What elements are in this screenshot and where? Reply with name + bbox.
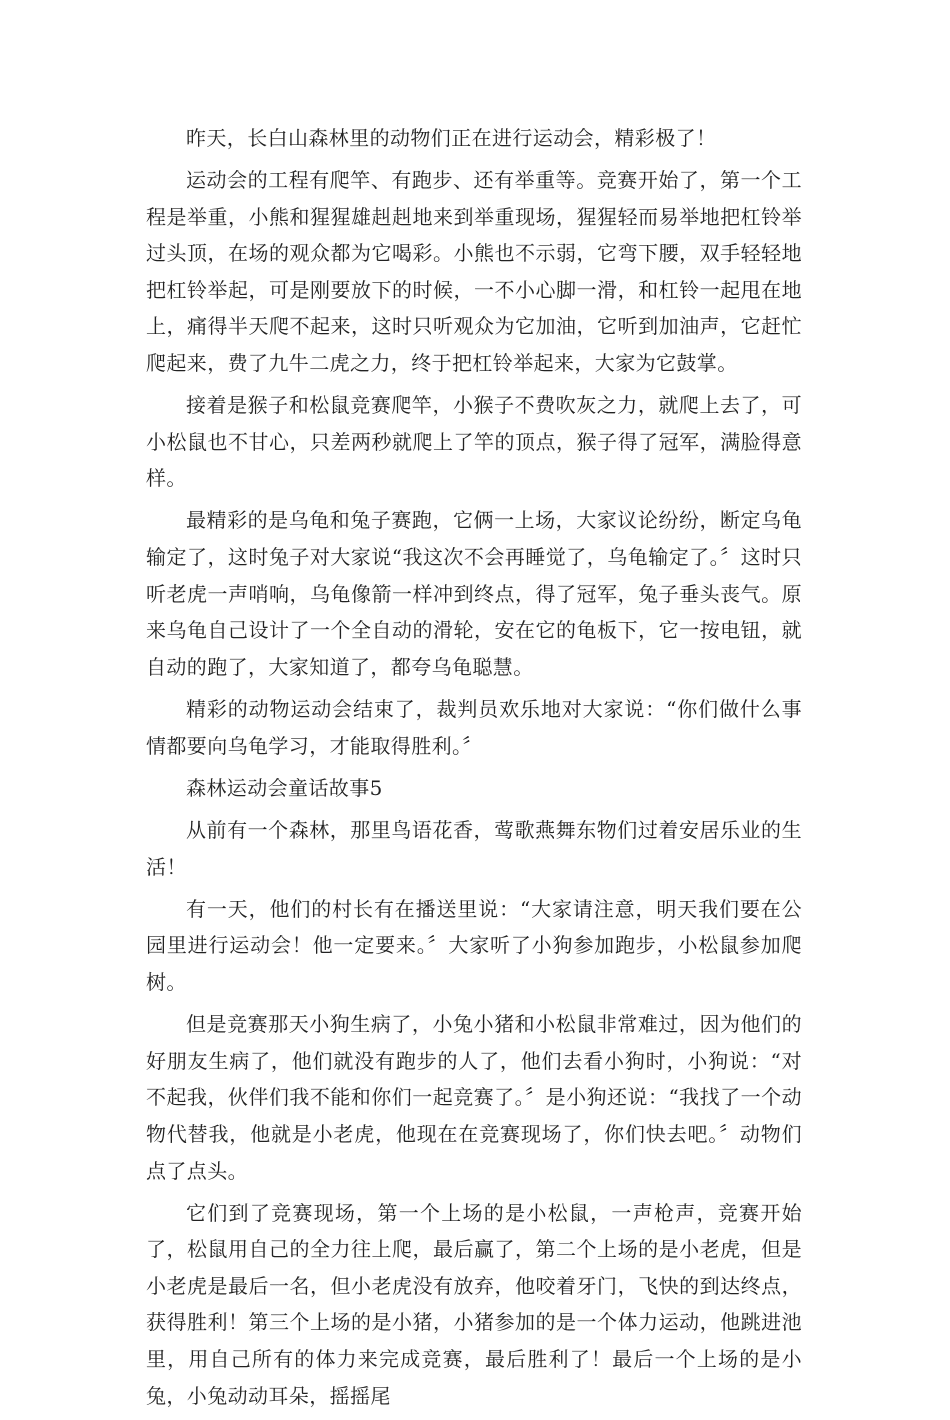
story-heading: 森林运动会童话故事5 xyxy=(186,775,383,800)
document-page xyxy=(146,120,802,1420)
paragraph-competition: 它们到了竞赛现场，第一个上场的是小松鼠，一声枪声，竞赛开始了，松鼠用自己的全力往上爬，最后赢了，第二个上场的是小老虎，但是小老虎是最后一名，但小老虎没有放弃，他咬着牙门，飞快的到达终点，获得胜利！第三个上场的是小猪，小猪参加的是一个体力运动，他跳进池里，用自己所有的体力来完成竞赛，最后胜利了！最后一个上场的是小兔，小兔动动耳朵，摇摇尾 xyxy=(146,1200,802,1408)
paragraph-tortoise-hare-race: 最精彩的是乌龟和兔子赛跑，它俩一上场，大家议论纷纷，断定乌龟输定了，这时兔子对大家说“我这次不会再睡觉了，乌龟输定了。〞这时只听老虎一声哨响，乌龟像箭一样冲到终点，得了冠军，兔子垂头丧气。原来乌龟自己设计了一个全自动的滑轮，安在它的龟板下，它一按电钮，就自动的跑了，大家知道了，都夸乌龟聪慧。 xyxy=(146,508,802,679)
paragraph-closing: 精彩的动物运动会结束了，裁判员欢乐地对大家说：“你们做什么事情都要向乌龟学习，才能取得胜利。〞 xyxy=(146,696,802,758)
paragraph-weightlifting: 运动会的工程有爬竿、有跑步、还有举重等。竞赛开始了，第一个工程是举重，小熊和猩猩雄赳赳地来到举重现场，猩猩轻而易举地把杠铃举过头顶，在场的观众都为它喝彩。小熊也不示弱，它弯下腰，双手轻轻地把杠铃举起，可是刚要放下的时候，一不小心脚一滑，和杠铃一起甩在地上，痛得半天爬不起来，这时只听观众为它加油，它听到加油声，它赶忙爬起来，费了九牛二虎之力，终于把杠铃举起来，大家为它鼓掌。 xyxy=(146,168,802,376)
paragraph-intro: 昨天，长白山森林里的动物们正在进行运动会，精彩极了！ xyxy=(186,126,717,150)
paragraph-announcement: 有一天，他们的村长有在播送里说：“大家请注意，明天我们要在公园里进行运动会！他一定要来。〞大家听了小狗参加跑步，小松鼠参加爬树。 xyxy=(146,896,802,995)
paragraph-pole-climbing: 接着是猴子和松鼠竞赛爬竿，小猴子不费吹灰之力，就爬上去了，可小松鼠也不甘心，只差两秒就爬上了竿的顶点，猴子得了冠军，满脸得意样。 xyxy=(146,393,802,491)
paragraph-forest-intro: 从前有一个森林，那里鸟语花香，莺歌燕舞东物们过着安居乐业的生活！ xyxy=(146,818,802,879)
paragraph-puppy-sick: 但是竞赛那天小狗生病了，小兔小猪和小松鼠非常难过，因为他们的好朋友生病了，他们就没有跑步的人了，他们去看小狗时，小狗说：“对不起我，伙伴们我不能和你们一起竞赛了。〞是小狗还说：“我找了一个动物代替我，他就是小老虎，他现在在竞赛现场了，你们快去吧。〞动物们点了点头。 xyxy=(146,1012,802,1183)
